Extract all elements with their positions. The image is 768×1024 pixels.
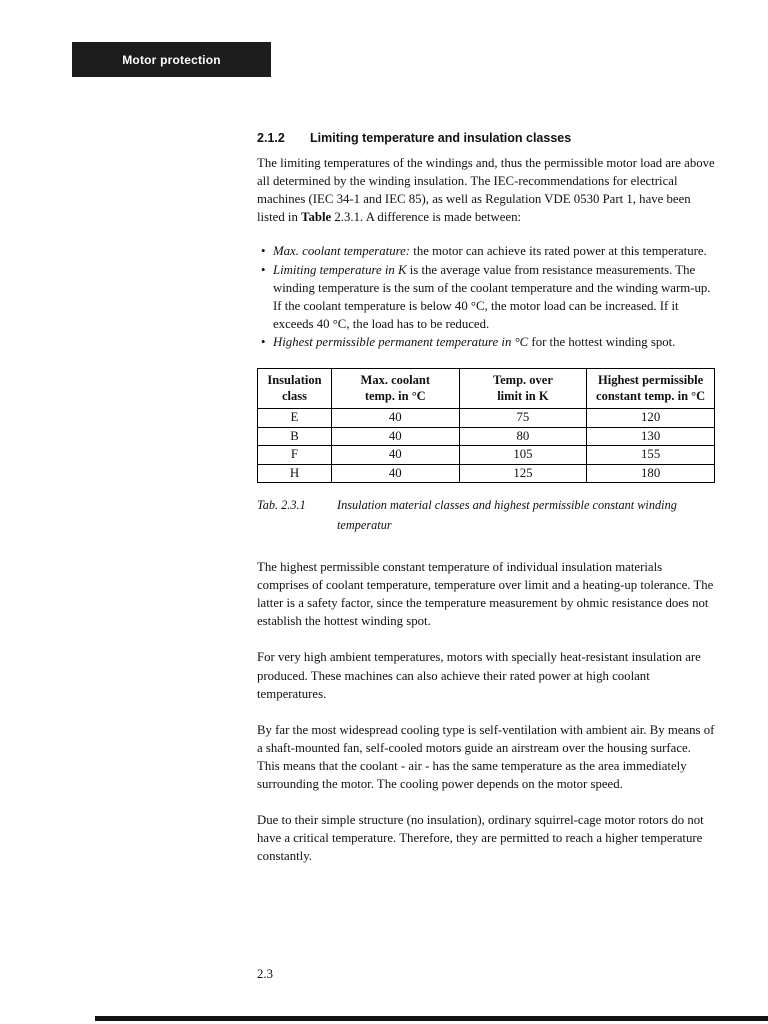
table-cell: 40 [331,427,459,446]
bullet-item [257,261,715,333]
bullet-rest: for the hottest winding spot. [528,334,676,349]
table-cell: 180 [587,464,715,483]
table-cell: E [258,409,332,428]
bullet-lead: Max. coolant temperature: [273,244,411,259]
table-row [258,446,715,465]
intro-text-after: 2.3.1. A difference is made between: [331,210,522,225]
body-paragraph: For very high ambient temperatures, motors with specially heat-resistant insulation are produced. These machines can also achieve their rated power at high coolant temperatures. [257,650,701,701]
table-cell: 105 [459,446,587,465]
document-content [257,129,715,883]
body-paragraph: The highest permissible constant temperature of individual insulation materials comprises of coolant temperature, temperature over limit and a heating-up tolerance. The latter is a safety factor, since the temperature measurement by ohmic resistance does not establish the hottest winding spot. [257,560,714,629]
bullet-rest: is the average value from resistance measurements. The winding temperature is the sum of the coolant temperature and the winding warm-up. If the coolant temperature is below 40 °C, the motor load can be increased. If it exceeds 40 °C, the load has to be reduced. [273,262,711,331]
table-cell: 155 [587,446,715,465]
body-paragraph: Due to their simple structure (no insulation), ordinary squirrel-cage motor rotors do not have a critical temperature. Therefore, they are permitted to reach a higher temperature constantly. [257,813,704,864]
page-bottom-edge-line [95,1016,768,1021]
table-header-row [258,369,715,409]
table-row [258,427,715,446]
bullet-list [257,242,715,351]
table-cell: 80 [459,427,587,446]
section-number: 2.1.2 [257,131,285,145]
bullet-marker: • [261,262,266,277]
table-header-cell: Max. coolant temp. in °C [331,369,459,409]
table-cell: 75 [459,409,587,428]
bullet-lead: Highest permissible permanent temperature in °C [273,334,529,349]
bullet-item [257,242,715,260]
table-cell: F [258,446,332,465]
bullet-text [273,261,715,333]
table-header-cell: Temp. over limit in K [459,369,587,409]
table-cell: 40 [331,409,459,428]
table-row [258,409,715,428]
section-title: Limiting temperature and insulation classes [310,131,572,145]
table-header-cell: Highest permissible constant temp. in °C [587,369,715,409]
table-caption-label: Tab. 2.3.1 [257,498,306,513]
table-caption-text: Insulation material classes and highest permissible constant winding temperatur [337,498,677,532]
bullet-item [257,333,715,351]
table-cell: 130 [587,427,715,446]
insulation-class-table [257,368,715,483]
table-cell: 120 [587,409,715,428]
table-cell: 40 [331,446,459,465]
intro-paragraph [257,154,715,226]
table-header-cell: Insulation class [258,369,332,409]
page-tag [72,42,271,77]
page-number: 2.3 [257,967,273,981]
section-heading [257,129,715,147]
table-cell: H [258,464,332,483]
table-cell: 40 [331,464,459,483]
table-caption [257,496,715,535]
bullet-marker: • [261,334,266,349]
bullet-text [273,333,715,351]
intro-bold-word: Table [301,210,332,225]
table-cell: B [258,427,332,446]
bullet-lead: Limiting temperature in K [273,262,407,277]
intro-text-before: The limiting temperatures of the windings and, thus the permissible motor load are above all determined by the winding insulation. The IEC-recommendations for electrical machines (IEC 34-1 and IEC 85), as well as Regulation VDE 0530 Part 1, have been listed in [257,156,715,225]
bullet-text [273,242,715,260]
bullet-marker: • [261,244,266,259]
page-tag-label: Motor protection [122,52,221,67]
bullet-rest: the motor can achieve its rated power at this temperature. [410,244,707,259]
table-cell: 125 [459,464,587,483]
table-row [258,464,715,483]
body-paragraph: By far the most widespread cooling type is self-ventilation with ambient air. By means of a shaft-mounted fan, self-cooled motors guide an airstream over the housing surface. This means that the coolant - air - has the same temperature as the area immediately surrounding the motor. The cooling power depends on the motor speed. [257,722,715,791]
